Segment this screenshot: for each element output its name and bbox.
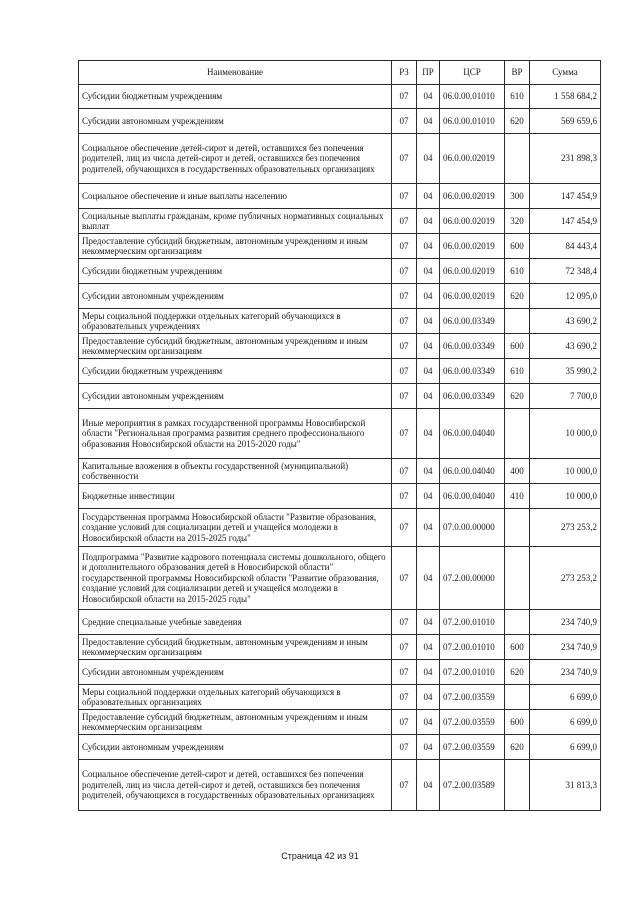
cell-rz: 07 (392, 459, 417, 484)
cell-csr: 06.0.00.01010 (440, 109, 505, 134)
cell-sum: 234 740,9 (530, 635, 601, 660)
cell-pr: 04 (417, 547, 440, 610)
cell-vr: 600 (505, 635, 530, 660)
table-row (79, 85, 601, 109)
cell-rz: 07 (392, 409, 417, 459)
cell-vr: 610 (505, 259, 530, 284)
table-row (79, 234, 601, 259)
cell-pr: 04 (417, 610, 440, 635)
cell-pr: 04 (417, 209, 440, 234)
cell-sum: 43 690,2 (530, 309, 601, 334)
cell-name: Субсидии бюджетным учреждениям (79, 85, 392, 109)
cell-rz: 07 (392, 610, 417, 635)
cell-pr: 04 (417, 359, 440, 384)
cell-sum: 10 000,0 (530, 409, 601, 459)
cell-sum: 273 253,2 (530, 509, 601, 547)
cell-rz: 07 (392, 134, 417, 184)
cell-vr (505, 547, 530, 610)
cell-pr: 04 (417, 334, 440, 359)
cell-vr: 600 (505, 710, 530, 735)
table-row (79, 284, 601, 309)
cell-csr: 06.0.00.03349 (440, 309, 505, 334)
cell-vr: 620 (505, 660, 530, 685)
cell-sum: 231 898,3 (530, 134, 601, 184)
cell-rz: 07 (392, 509, 417, 547)
cell-pr: 04 (417, 284, 440, 309)
cell-name: Социальные выплаты гражданам, кроме публичных нормативных социальных выплат (79, 209, 392, 234)
cell-sum: 6 699,0 (530, 710, 601, 735)
table-row (79, 547, 601, 610)
cell-rz: 07 (392, 184, 417, 209)
cell-pr: 04 (417, 259, 440, 284)
cell-rz: 07 (392, 660, 417, 685)
cell-pr: 04 (417, 409, 440, 459)
cell-csr: 07.2.00.00000 (440, 547, 505, 610)
cell-csr: 06.0.00.01010 (440, 85, 505, 109)
table-row (79, 735, 601, 760)
cell-name: Меры социальной поддержки отдельных категорий обучающихся в образовательных учреждениях (79, 309, 392, 334)
table-row (79, 610, 601, 635)
cell-vr: 610 (505, 85, 530, 109)
cell-rz: 07 (392, 259, 417, 284)
cell-rz: 07 (392, 685, 417, 710)
header-csr: ЦСР (440, 61, 505, 85)
table-row (79, 334, 601, 359)
cell-pr: 04 (417, 484, 440, 509)
cell-sum: 35 990,2 (530, 359, 601, 384)
table-row (79, 309, 601, 334)
cell-csr: 06.0.00.02019 (440, 209, 505, 234)
cell-vr (505, 509, 530, 547)
cell-csr: 06.0.00.03349 (440, 334, 505, 359)
cell-vr: 620 (505, 735, 530, 760)
table-row (79, 660, 601, 685)
cell-csr: 06.0.00.04040 (440, 459, 505, 484)
cell-name: Иные мероприятия в рамках государственной программы Новосибирской области "Региональная программа развития среднего профессионального образования Новосибирской области на 2015-2020 годы" (79, 409, 392, 459)
table-row (79, 685, 601, 710)
cell-vr: 600 (505, 234, 530, 259)
table-row (79, 635, 601, 660)
cell-pr: 04 (417, 760, 440, 811)
cell-rz: 07 (392, 234, 417, 259)
cell-sum: 43 690,2 (530, 334, 601, 359)
cell-name: Средние специальные учебные заведения (79, 610, 392, 635)
table-row (79, 509, 601, 547)
cell-pr: 04 (417, 109, 440, 134)
cell-vr: 620 (505, 384, 530, 409)
cell-vr: 400 (505, 459, 530, 484)
budget-table-body (79, 61, 601, 811)
cell-sum: 10 000,0 (530, 484, 601, 509)
table-row (79, 359, 601, 384)
cell-pr: 04 (417, 134, 440, 184)
table-row (79, 184, 601, 209)
cell-vr (505, 409, 530, 459)
cell-name: Субсидии автономным учреждениям (79, 660, 392, 685)
cell-name: Социальное обеспечение детей-сирот и детей, оставшихся без попечения родителей, лиц из числа детей-сирот и детей, оставшихся без попечения родителей, обучающихся в государственных образовательных организациях (79, 760, 392, 811)
cell-pr: 04 (417, 184, 440, 209)
cell-rz: 07 (392, 109, 417, 134)
cell-vr (505, 760, 530, 811)
cell-csr: 07.0.00.00000 (440, 509, 505, 547)
cell-name: Государственная программа Новосибирской области "Развитие образования, создание условий для социализации детей и учащейся молодежи в Новосибирской области на 2015-2025 годы" (79, 509, 392, 547)
cell-csr: 07.2.00.01010 (440, 635, 505, 660)
cell-rz: 07 (392, 384, 417, 409)
header-sum: Сумма (530, 61, 601, 85)
cell-name: Субсидии автономным учреждениям (79, 284, 392, 309)
cell-sum: 1 558 684,2 (530, 85, 601, 109)
cell-pr: 04 (417, 710, 440, 735)
cell-name: Субсидии бюджетным учреждениям (79, 359, 392, 384)
page-number: Страница 42 из 91 (281, 851, 359, 861)
table-row (79, 134, 601, 184)
header-name: Наименование (79, 61, 392, 85)
cell-vr: 620 (505, 109, 530, 134)
cell-name: Субсидии автономным учреждениям (79, 384, 392, 409)
cell-rz: 07 (392, 209, 417, 234)
cell-sum: 6 699,0 (530, 685, 601, 710)
cell-pr: 04 (417, 735, 440, 760)
cell-pr: 04 (417, 85, 440, 109)
cell-name: Подпрограмма "Развитие кадрового потенциала системы дошкольного, общего и дополнительного образования детей в Новосибирской области" государственной программы Новосибирской области "Развитие образования, создание условий для социализации детей и учащейся молодежи в Новосибирской области на 2015-2025 годы" (79, 547, 392, 610)
cell-name: Предоставление субсидий бюджетным, автономным учреждениям и иным некоммерческим организациям (79, 234, 392, 259)
cell-csr: 06.0.00.03349 (440, 359, 505, 384)
cell-rz: 07 (392, 309, 417, 334)
cell-pr: 04 (417, 234, 440, 259)
cell-sum: 234 740,9 (530, 610, 601, 635)
cell-csr: 07.2.00.01010 (440, 610, 505, 635)
cell-rz: 07 (392, 334, 417, 359)
cell-rz: 07 (392, 547, 417, 610)
table-row (79, 384, 601, 409)
table-row (79, 760, 601, 811)
cell-sum: 10 000,0 (530, 459, 601, 484)
cell-pr: 04 (417, 459, 440, 484)
cell-csr: 07.2.00.01010 (440, 660, 505, 685)
cell-name: Субсидии автономным учреждениям (79, 109, 392, 134)
cell-vr (505, 309, 530, 334)
cell-rz: 07 (392, 484, 417, 509)
cell-name: Предоставление субсидий бюджетным, автономным учреждениям и иным некоммерческим организациям (79, 334, 392, 359)
cell-rz: 07 (392, 284, 417, 309)
table-row (79, 209, 601, 234)
cell-sum: 72 348,4 (530, 259, 601, 284)
cell-csr: 06.0.00.02019 (440, 184, 505, 209)
cell-name: Субсидии бюджетным учреждениям (79, 259, 392, 284)
cell-sum: 31 813,3 (530, 760, 601, 811)
cell-rz: 07 (392, 359, 417, 384)
cell-csr: 06.0.00.02019 (440, 284, 505, 309)
table-row (79, 409, 601, 459)
cell-name: Меры социальной поддержки отдельных категорий обучающихся в образовательных организациях (79, 685, 392, 710)
cell-rz: 07 (392, 85, 417, 109)
budget-table (78, 60, 601, 811)
cell-sum: 6 699,0 (530, 735, 601, 760)
table-row (79, 109, 601, 134)
cell-vr: 320 (505, 209, 530, 234)
cell-csr: 07.2.00.03559 (440, 685, 505, 710)
header-vr: ВР (505, 61, 530, 85)
cell-name: Бюджетные инвестиции (79, 484, 392, 509)
cell-pr: 04 (417, 309, 440, 334)
table-row (79, 484, 601, 509)
cell-csr: 06.0.00.02019 (440, 259, 505, 284)
cell-pr: 04 (417, 635, 440, 660)
cell-sum: 7 700,0 (530, 384, 601, 409)
cell-vr: 410 (505, 484, 530, 509)
cell-sum: 12 095,0 (530, 284, 601, 309)
cell-rz: 07 (392, 735, 417, 760)
cell-vr: 620 (505, 284, 530, 309)
cell-name: Предоставление субсидий бюджетным, автономным учреждениям и иным некоммерческим организациям (79, 635, 392, 660)
cell-sum: 234 740,9 (530, 660, 601, 685)
cell-vr: 300 (505, 184, 530, 209)
cell-csr: 07.2.00.03589 (440, 760, 505, 811)
cell-csr: 06.0.00.02019 (440, 234, 505, 259)
cell-sum: 569 659,6 (530, 109, 601, 134)
table-header-row (79, 61, 601, 85)
cell-name: Предоставление субсидий бюджетным, автономным учреждениям и иным некоммерческим организациям (79, 710, 392, 735)
table-row (79, 459, 601, 484)
cell-csr: 06.0.00.02019 (440, 134, 505, 184)
cell-vr: 610 (505, 359, 530, 384)
cell-csr: 06.0.00.03349 (440, 384, 505, 409)
cell-vr (505, 685, 530, 710)
cell-csr: 06.0.00.04040 (440, 484, 505, 509)
cell-name: Социальное обеспечение детей-сирот и детей, оставшихся без попечения родителей, лиц из числа детей-сирот и детей, оставшихся без попечения родителей, обучающихся в государственных образовательных организациях (79, 134, 392, 184)
header-pr: ПР (417, 61, 440, 85)
cell-name: Капитальные вложения в объекты государственной (муниципальной) собственности (79, 459, 392, 484)
cell-rz: 07 (392, 710, 417, 735)
cell-sum: 84 443,4 (530, 234, 601, 259)
cell-name: Социальное обеспечение и иные выплаты населению (79, 184, 392, 209)
cell-sum: 273 253,2 (530, 547, 601, 610)
cell-pr: 04 (417, 685, 440, 710)
cell-csr: 07.2.00.03559 (440, 710, 505, 735)
table-row (79, 710, 601, 735)
cell-csr: 07.2.00.03559 (440, 735, 505, 760)
table-row (79, 259, 601, 284)
cell-pr: 04 (417, 509, 440, 547)
cell-vr (505, 610, 530, 635)
cell-sum: 147 454,9 (530, 184, 601, 209)
cell-name: Субсидии автономным учреждениям (79, 735, 392, 760)
cell-vr: 600 (505, 334, 530, 359)
cell-vr (505, 134, 530, 184)
cell-rz: 07 (392, 635, 417, 660)
cell-pr: 04 (417, 660, 440, 685)
cell-pr: 04 (417, 384, 440, 409)
cell-rz: 07 (392, 760, 417, 811)
cell-sum: 147 454,9 (530, 209, 601, 234)
cell-csr: 06.0.00.04040 (440, 409, 505, 459)
header-rz: РЗ (392, 61, 417, 85)
budget-sheet (78, 60, 600, 811)
